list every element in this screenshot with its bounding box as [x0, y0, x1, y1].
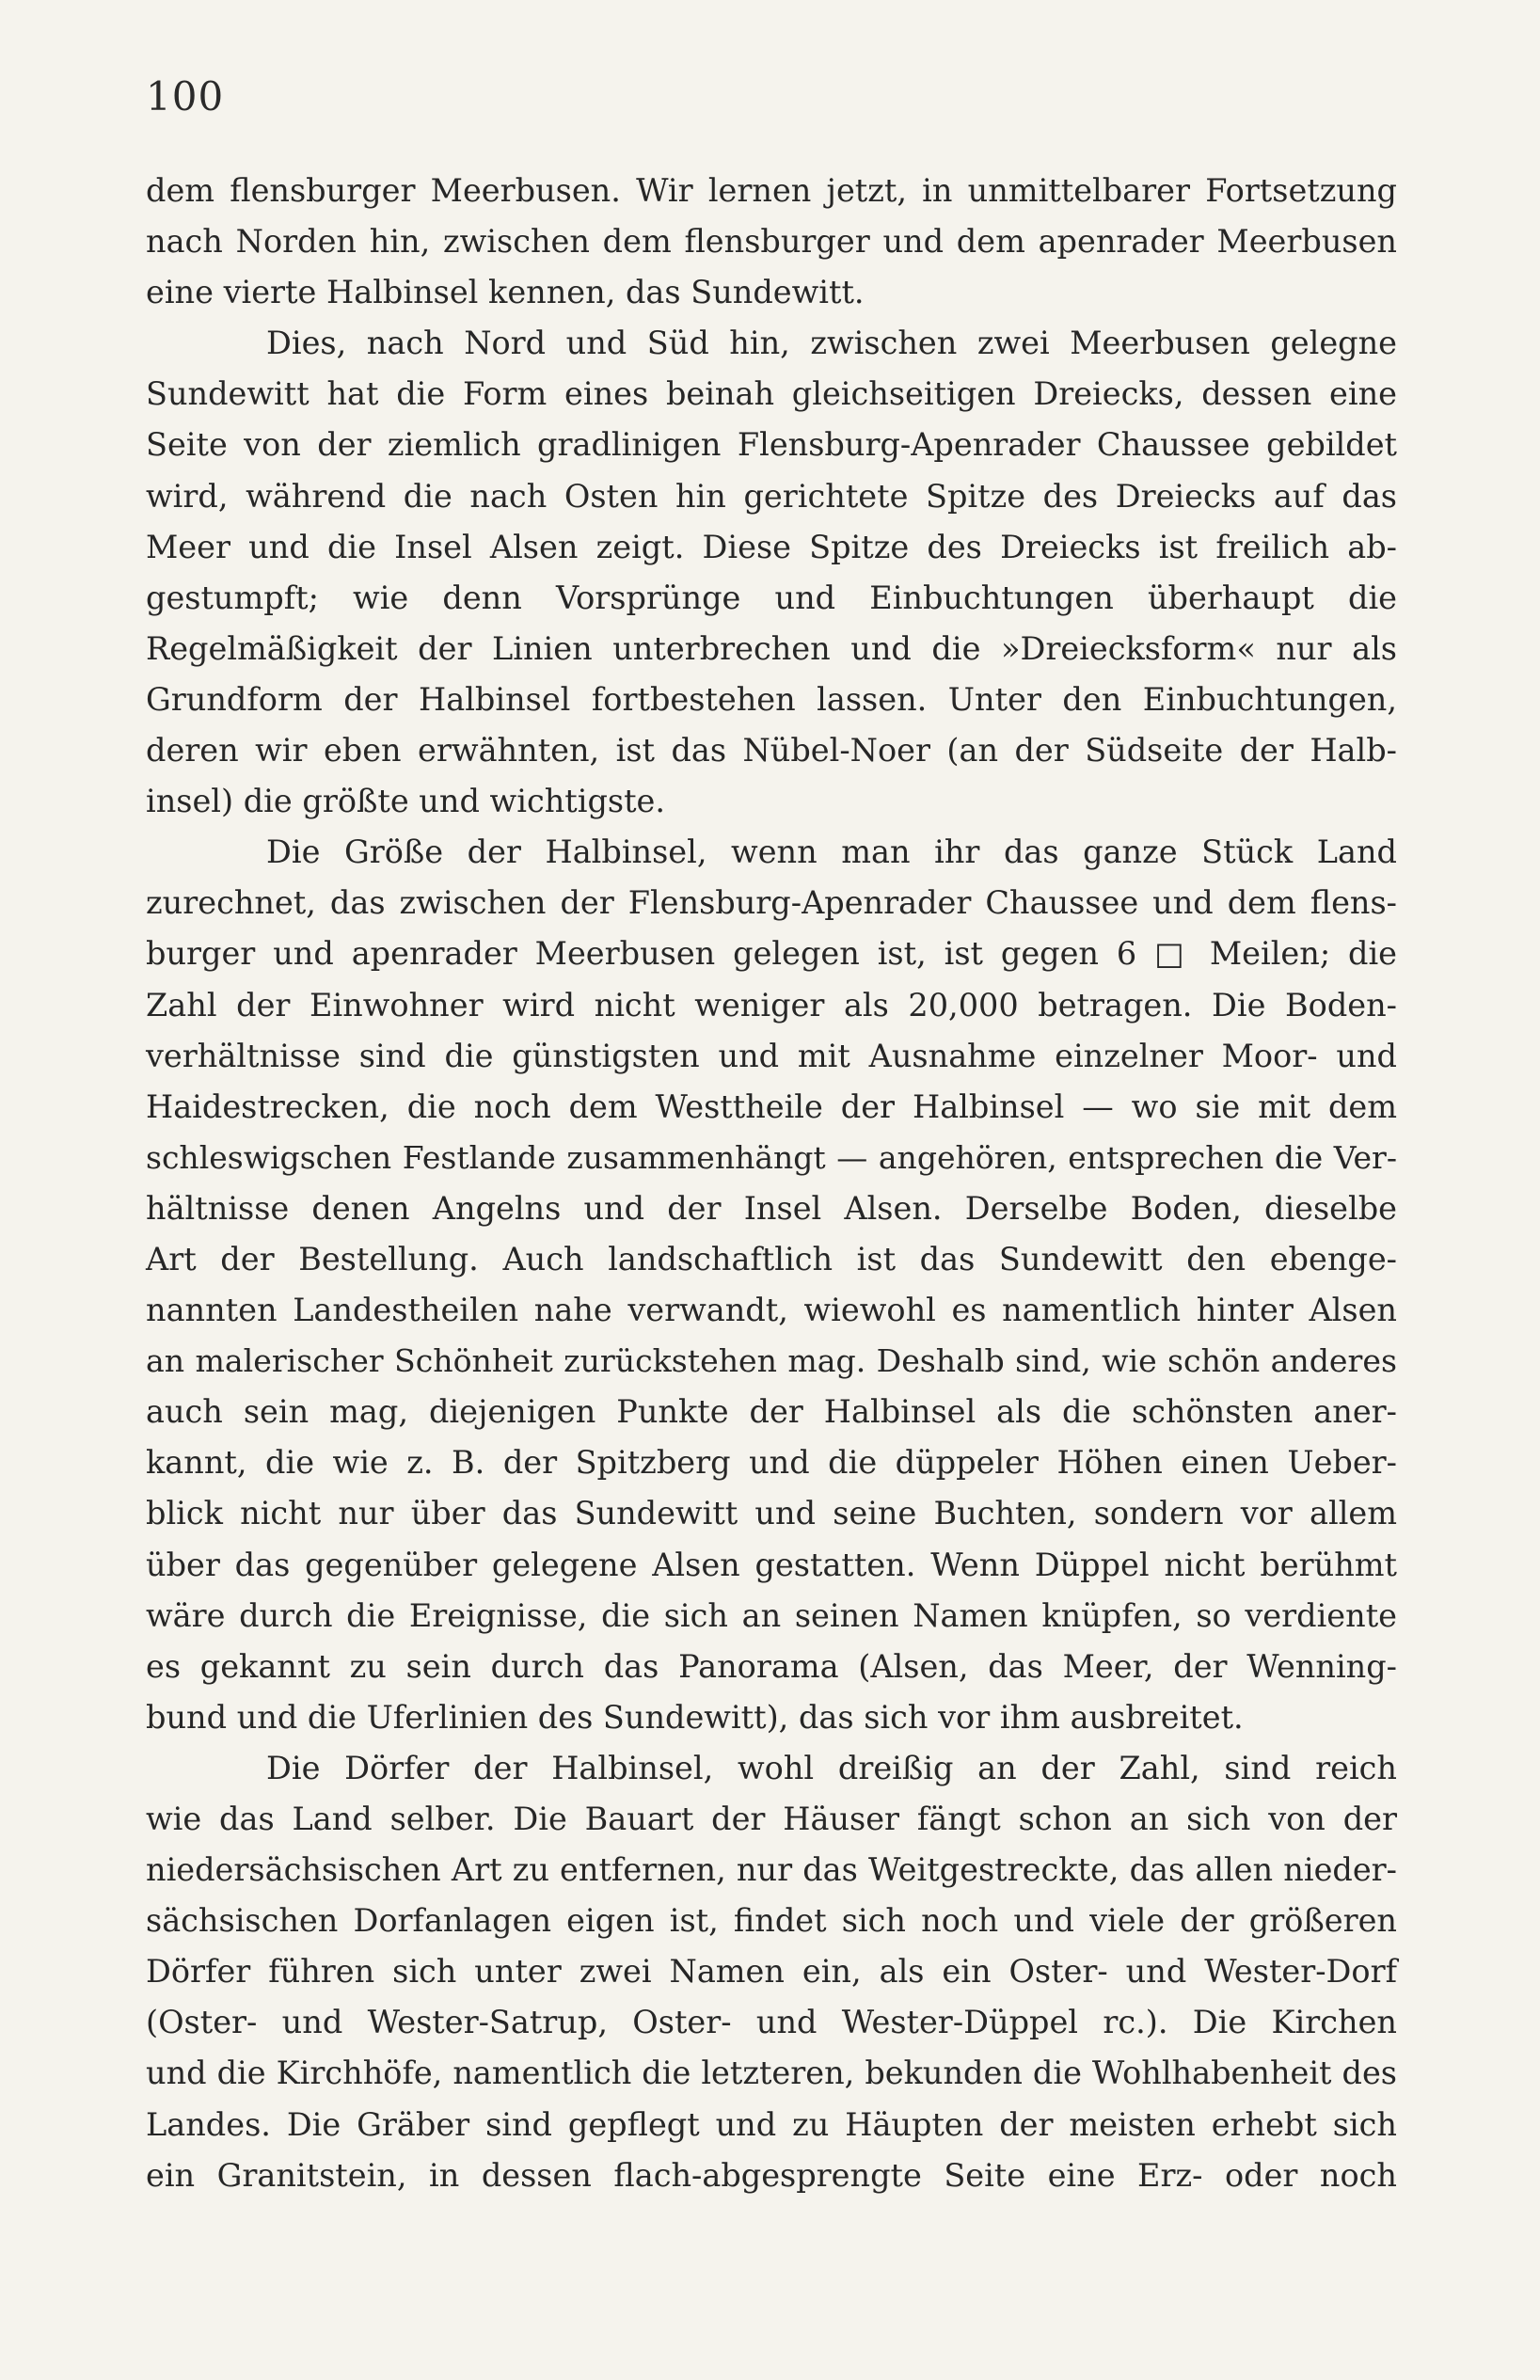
text-line: (Oster- und Wester-Satrup, Oster- und Wester-Düppel rc.). Die Kirchen [146, 2004, 1397, 2041]
text-line: Die Dörfer der Halbinsel, wohl dreißig an der Zahl, sind reich [266, 1749, 1397, 1786]
text-line: Regelmäßigkeit der Linien unterbrechen und die »Dreiecksform« nur als [146, 629, 1397, 667]
text-line: gestumpft; wie denn Vorsprünge und Einbuchtungen überhaupt die [146, 579, 1397, 616]
text-line: Art der Bestellung. Auch landschaftlich ist das Sundewitt den ebenge- [146, 1240, 1397, 1277]
text-line: eine vierte Halbinsel kennen, das Sundewitt. [146, 274, 865, 311]
text-line: wie das Land selber. Die Bauart der Häuser fängt schon an sich von der [146, 1801, 1397, 1837]
text-line: und die Kirchhöfe, namentlich die letzteren, bekunden die Wohlhabenheit des [146, 2055, 1397, 2092]
text-line: es gekannt zu sein durch das Panorama (Alsen, das Meer, der Wenning- [146, 1647, 1397, 1685]
text-line: burger und apenrader Meerbusen gelegen ist, ist gegen 6 □ Meilen; die [146, 935, 1397, 973]
text-line: an malerischer Schönheit zurückstehen mag. Deshalb sind, wie schön anderes [146, 1342, 1397, 1380]
text-line: ein Granitstein, in dessen flach-abgesprengte Seite eine Erz- oder noch [146, 2156, 1397, 2194]
text-line: kannt, die wie z. B. der Spitzberg und die düppeler Höhen einen Ueber- [146, 1444, 1397, 1482]
text-line: hältnisse denen Angelns und der Insel Alsen. Derselbe Boden, dieselbe [146, 1189, 1397, 1227]
text-line: nannten Landestheilen nahe verwandt, wiewohl es namentlich hinter Alsen [146, 1292, 1397, 1329]
text-line: bund und die Uferlinien des Sundewitt), das sich vor ihm ausbreitet. [146, 1698, 1244, 1736]
text-line: Zahl der Einwohner wird nicht weniger als 20,000 betragen. Die Boden- [146, 986, 1397, 1023]
text-line: sächsischen Dorfanlagen eigen ist, findet sich noch und viele der größeren [146, 1902, 1397, 1940]
text-line: Die Größe der Halbinsel, wenn man ihr das ganze Stück Land [266, 833, 1397, 871]
text-line: auch sein mag, diejenigen Punkte der Halbinsel als die schönsten aner- [146, 1393, 1397, 1431]
text-line: Dies, nach Nord und Süd hin, zwischen zwei Meerbusen gelegne [266, 325, 1397, 362]
page-number: 100 [146, 73, 225, 119]
text-line: Seite von der ziemlich gradlinigen Flensburg-Apenrader Chaussee gebildet [146, 426, 1397, 464]
text-line: über das gegenüber gelegene Alsen gestatten. Wenn Düppel nicht berühmt [146, 1546, 1397, 1583]
text-line: niedersächsischen Art zu entfernen, nur das Weitgestreckte, das allen nieder- [146, 1851, 1397, 1889]
text-line: Sundewitt hat die Form eines beinah gleichseitigen Dreiecks, dessen eine [146, 375, 1397, 413]
text-line: wäre durch die Ereignisse, die sich an seinen Namen knüpfen, so verdiente [146, 1596, 1397, 1634]
text-line: deren wir eben erwähnten, ist das Nübel-Noer (an der Südseite der Halb- [146, 732, 1397, 770]
text-line: verhältnisse sind die günstigsten und mit Ausnahme einzelner Moor- und [146, 1037, 1397, 1074]
text-line: schleswigschen Festlande zusammenhängt — angehören, entsprechen die Ver- [146, 1138, 1397, 1176]
text-line: Meer und die Insel Alsen zeigt. Diese Spitze des Dreiecks ist freilich ab- [146, 528, 1397, 565]
text-line: Landes. Die Gräber sind gepflegt und zu Häupten der meisten erhebt sich [146, 2105, 1397, 2143]
text-line: insel) die größte und wichtigste. [146, 783, 666, 820]
text-line: Haidestrecken, die noch dem Westtheile der Halbinsel — wo sie mit dem [146, 1087, 1397, 1125]
text-line: Dörfer führen sich unter zwei Namen ein, als ein Oster- und Wester-Dorf [146, 1953, 1397, 1991]
body-text [146, 166, 1397, 2201]
text-line: zurechnet, das zwischen der Flensburg-Apenrader Chaussee und dem flens- [146, 884, 1397, 922]
text-line: Grundform der Halbinsel fortbestehen lassen. Unter den Einbuchtungen, [146, 680, 1397, 718]
text-line: blick nicht nur über das Sundewitt und seine Buchten, sondern vor allem [146, 1495, 1397, 1532]
text-line: nach Norden hin, zwischen dem flensburger und dem apenrader Meerbusen [146, 223, 1397, 261]
text-line: dem flensburger Meerbusen. Wir lernen jetzt, in unmittelbarer Fortsetzung [146, 172, 1397, 209]
text-line: wird, während die nach Osten hin gerichtete Spitze des Dreiecks auf das [146, 477, 1397, 515]
